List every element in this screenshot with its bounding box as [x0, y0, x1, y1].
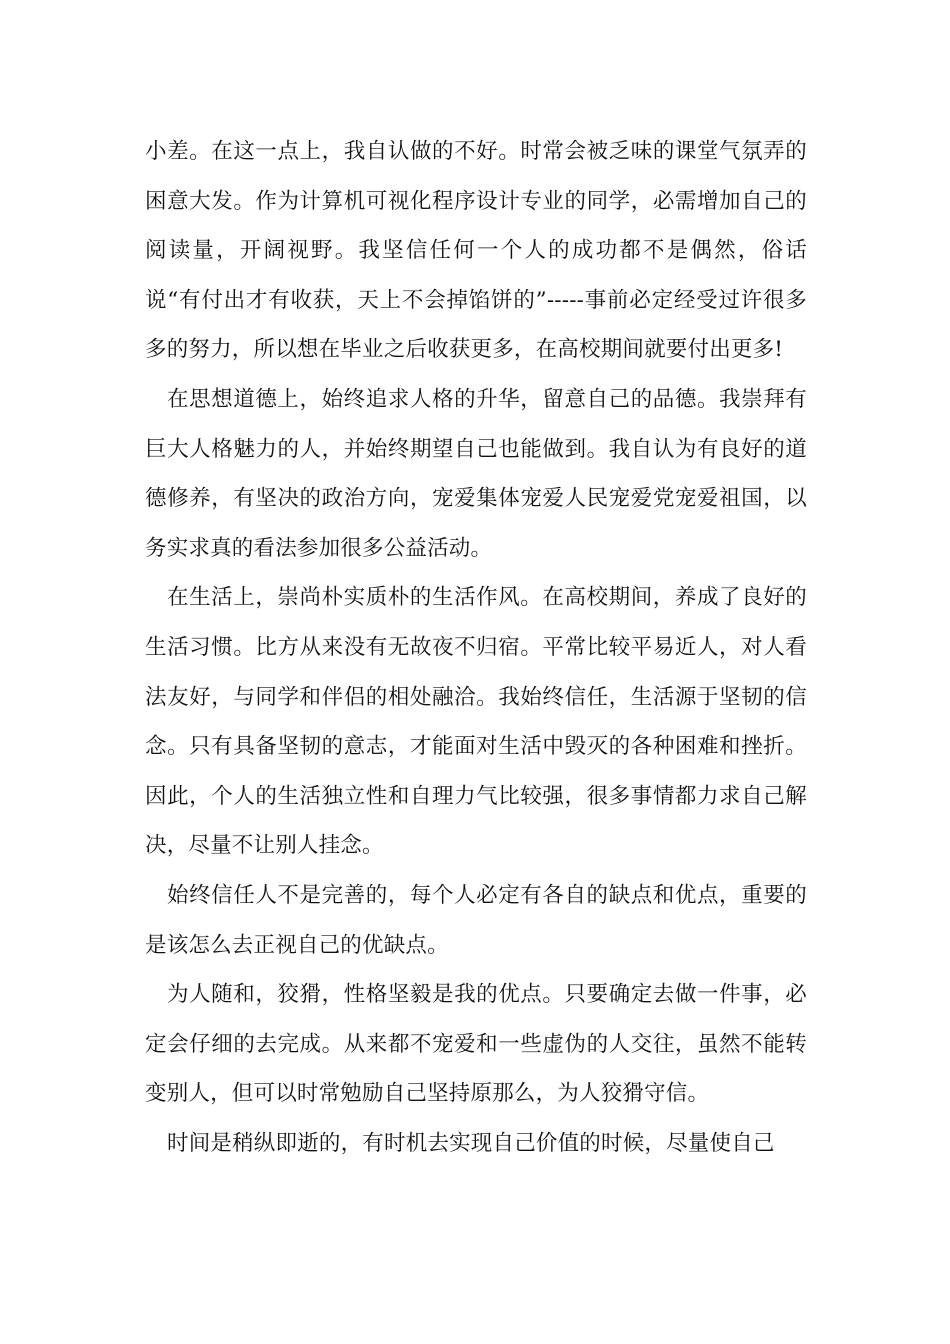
paragraph-2: 在思想道德上，始终追求人格的升华，留意自己的品德。我崇拜有巨大人格魅力的人，并始终期望自己也能做到。我自认为有良好的道德修养，有坚决的政治方向，宠爱集体宠爱人民宠爱党宠爱祖国，以务实求真的看法参加很多公益活动。	[145, 386, 807, 561]
paragraph-1: 小差。在这一点上，我自认做的不好。时常会被乏味的课堂气氛弄的困意大发。作为计算机可视化程序设计专业的同学，必需增加自己的阅读量，开阔视野。我坚信任何一个人的成功都不是偶然，俗话说“有付出才有收获，天上不会掉馅饼的”-----事前必定经受过许很多多的努力，所以想在毕业之后收获更多，在高校期间就要付出更多!	[145, 139, 807, 363]
paragraph-6: 时间是稍纵即逝的，有时机去实现自己价值的时候，尽量使自己	[167, 1130, 775, 1156]
paragraph-3: 在生活上，崇尚朴实质朴的生活作风。在高校期间，养成了良好的生活习惯。比方从来没有无故夜不归宿。平常比较平易近人，对人看法友好，与同学和伴侣的相处融洽。我始终信任，生活源于坚韧的信念。只有具备坚韧的意志，才能面对生活中毁灭的各种困难和挫折。因此，个人的生活独立性和自理力气比较强，很多事情都力求自己解决，尽量不让别人挂念。	[145, 585, 807, 859]
document-body	[145, 127, 807, 1168]
paragraph-4: 始终信任人不是完善的，每个人必定有各自的缺点和优点，重要的是该怎么去正视自己的优缺点。	[145, 882, 807, 958]
paragraph-5: 为人随和，狡猾，性格坚毅是我的优点。只要确定去做一件事，必定会仔细的去完成。从来都不宠爱和一些虚伪的人交往，虽然不能转变别人，但可以时常勉励自己坚持原那么，为人狡猾守信。	[145, 982, 807, 1107]
